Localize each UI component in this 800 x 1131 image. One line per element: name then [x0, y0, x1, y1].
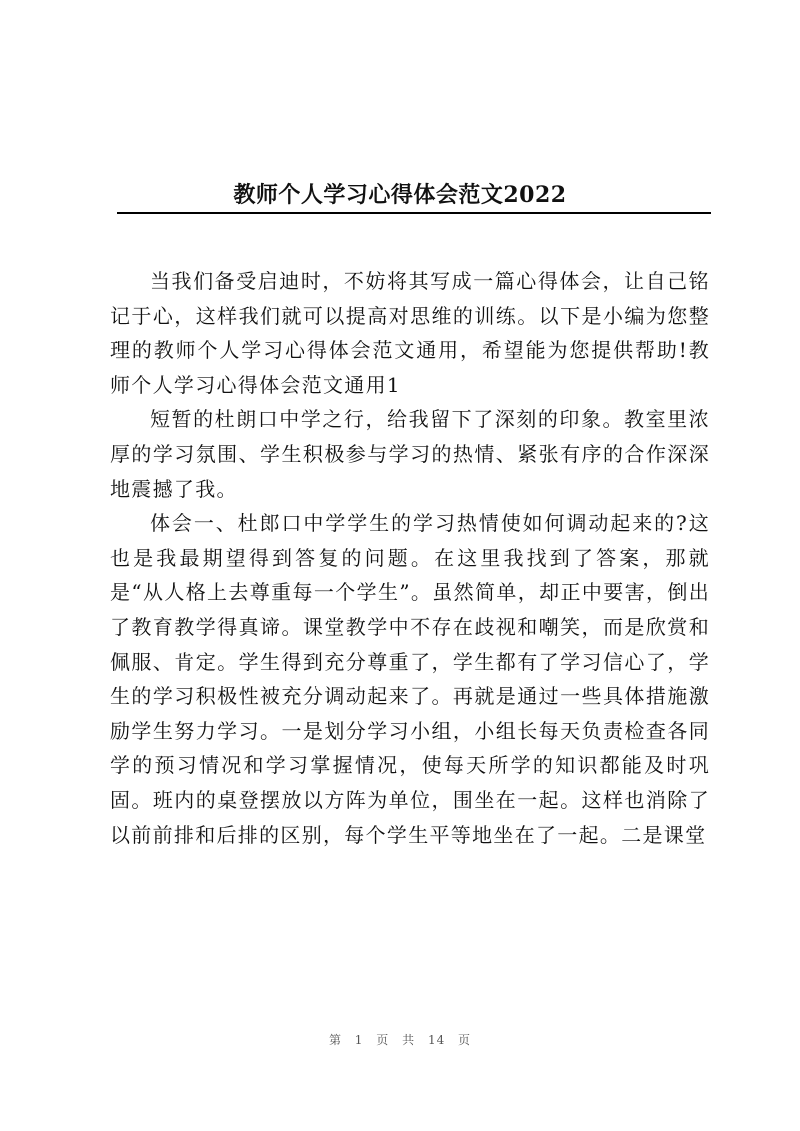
page-title: 教师个人学习心得体会范文2022 — [233, 181, 567, 208]
paragraph-impression: 短暂的杜朗口中学之行，给我留下了深刻的印象。教室里浓厚的学习氛围、学生积极参与学习的热情、紧张有序的合作深深地震撼了我。 — [110, 407, 710, 501]
footer-total-suffix: 页 — [458, 1033, 472, 1047]
paragraph-intro: 当我们备受启迪时，不妨将其写成一篇心得体会，让自己铭记于心，这样我们就可以提高对思维的训练。以下是小编为您整理的教师个人学习心得体会范文通用，希望能为您提供帮助!教师个人学习心得体会范文通用1 — [110, 269, 710, 397]
footer-total-pages: 14 — [427, 1033, 446, 1047]
footer-page-number: 1 — [354, 1033, 364, 1047]
footer-total-label: 共 — [402, 1033, 416, 1047]
title-divider — [117, 212, 711, 214]
footer-page-label: 第 — [328, 1033, 342, 1047]
page-footer — [0, 1031, 800, 1048]
footer-page-suffix: 页 — [376, 1033, 390, 1047]
paragraph-experience-one: 体会一、杜郎口中学学生的学习热情使如何调动起来的?这也是我最期望得到答复的问题。在这里我找到了答案，那就是“从人格上去尊重每一个学生”。虽然简单，却正中要害，倒出了教育教学得真谛。课堂教学中不存在歧视和嘲笑，而是欣赏和佩服、肯定。学生得到充分尊重了，学生都有了学习信心了，学生的学习积极性被充分调动起来了。再就是通过一些具体措施激励学生努力学习。一是划分学习小组，小组长每天负责检查各同学的预习情况和学习掌握情况，使每天所学的知识都能及时巩固。班内的桌登摆放以方阵为单位，围坐在一起。这样也消除了以前前排和后排的区别，每个学生平等地坐在了一起。二是课堂 — [110, 511, 710, 847]
document-body — [110, 264, 710, 852]
